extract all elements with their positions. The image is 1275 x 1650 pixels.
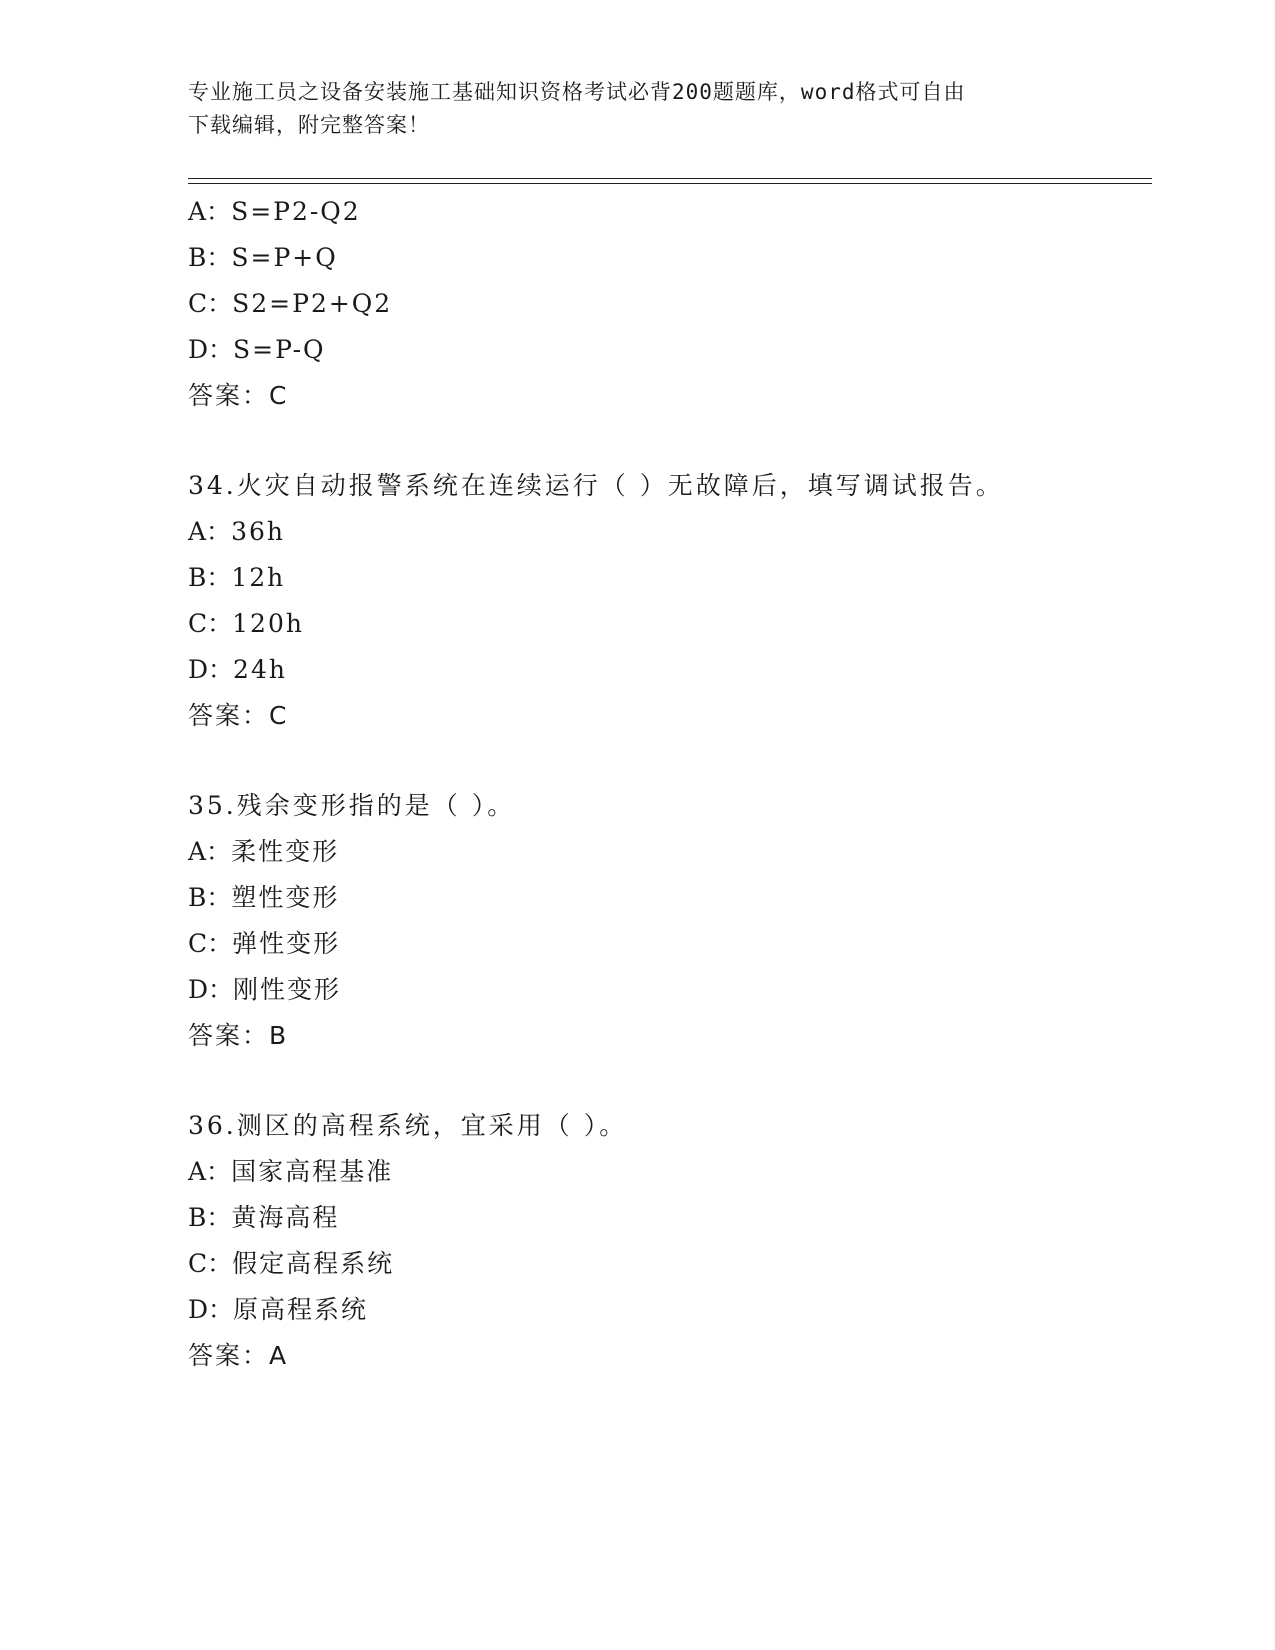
option-c: C：120h bbox=[188, 609, 304, 638]
document-header bbox=[188, 76, 1088, 142]
option-c: C：假定高程系统 bbox=[188, 1249, 395, 1278]
option-d: D：S=P-Q bbox=[188, 335, 326, 364]
question-list bbox=[188, 189, 1152, 1379]
option-d: D：刚性变形 bbox=[188, 975, 342, 1004]
option-a: A：国家高程基准 bbox=[188, 1157, 394, 1186]
option-a: A：柔性变形 bbox=[188, 837, 340, 866]
question-text: 35.残余变形指的是（ ）。 bbox=[188, 791, 516, 820]
option-c: C：弹性变形 bbox=[188, 929, 341, 958]
answer: 答案：B bbox=[188, 1021, 289, 1050]
header-divider-top bbox=[188, 178, 1152, 179]
header-line-2: 下载编辑，附完整答案！ bbox=[188, 113, 430, 137]
answer: 答案：A bbox=[188, 1341, 289, 1370]
question-block bbox=[188, 463, 1152, 739]
header-line-1: 专业施工员之设备安装施工基础知识资格考试必背200题题库，word格式可自由 bbox=[188, 80, 966, 104]
option-d: D：原高程系统 bbox=[188, 1295, 369, 1324]
question-block bbox=[188, 189, 1152, 419]
option-a: A：36h bbox=[188, 517, 285, 546]
option-d: D：24h bbox=[188, 655, 287, 684]
header-divider-bottom bbox=[188, 183, 1152, 184]
option-b: B：12h bbox=[188, 563, 286, 592]
option-b: B：黄海高程 bbox=[188, 1203, 340, 1232]
option-c: C：S2=P2+Q2 bbox=[188, 289, 393, 318]
question-block bbox=[188, 783, 1152, 1059]
question-block bbox=[188, 1103, 1152, 1379]
answer: 答案：C bbox=[188, 701, 289, 730]
question-text: 34.火灾自动报警系统在连续运行（ ）无故障后，填写调试报告。 bbox=[188, 471, 1004, 500]
question-text: 36.测区的高程系统，宜采用（ ）。 bbox=[188, 1111, 628, 1140]
answer: 答案：C bbox=[188, 381, 289, 410]
option-b: B：塑性变形 bbox=[188, 883, 340, 912]
option-a: A：S=P2-Q2 bbox=[188, 197, 361, 226]
option-b: B：S=P+Q bbox=[188, 243, 338, 272]
